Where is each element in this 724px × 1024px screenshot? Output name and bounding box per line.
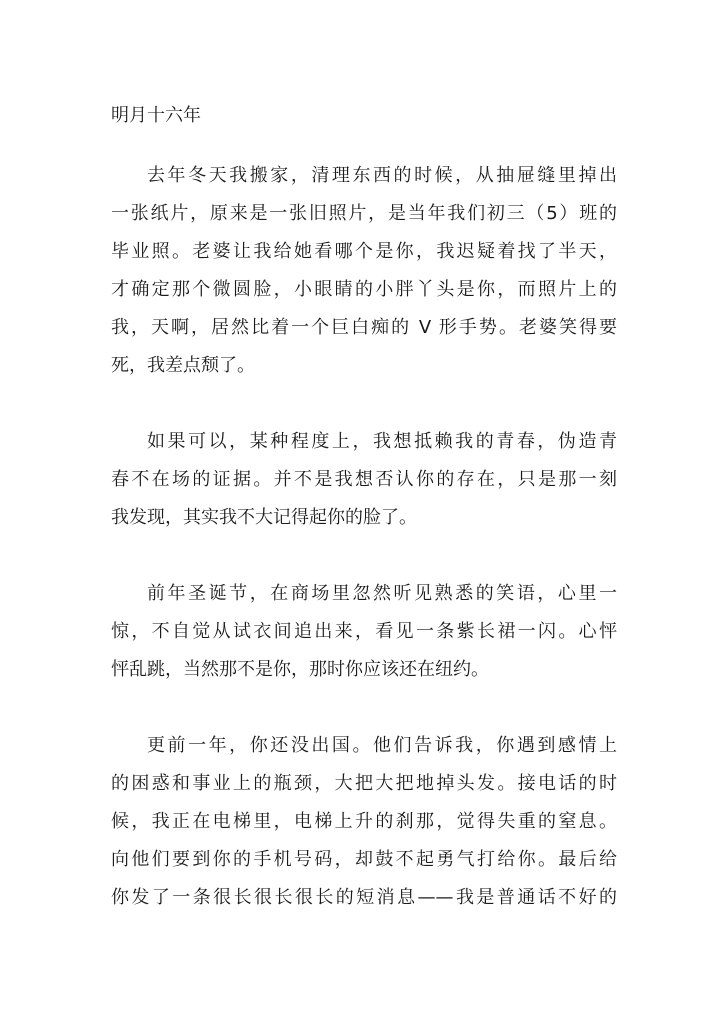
text-line: 去年冬天我搬家，清理东西的时候，从抽屉缝里掉出 <box>147 165 617 186</box>
document-title: 明月十六年 <box>111 105 201 126</box>
text-line: 一张纸片，原来是一张旧照片，是当年我们初三（5）班的 <box>111 203 617 224</box>
text-line: 向他们要到你的手机号码，却鼓不起勇气打给你。最后给 <box>111 849 617 870</box>
text-line: 毕业照。老婆让我给她看哪个是你，我迟疑着找了半天， <box>111 241 617 262</box>
paragraph <box>111 575 617 689</box>
text-line: 怦乱跳，当然那不是你，那时你应该还在纽约。 <box>111 659 489 680</box>
text-line: 才确定那个微圆脸，小眼睛的小胖丫头是你，而照片上的 <box>111 279 617 300</box>
text-line: 的困惑和事业上的瓶颈，大把大把地掉头发。接电话的时 <box>111 773 617 794</box>
text-line: 我，天啊，居然比着一个巨白痴的 V 形手势。老婆笑得要 <box>111 317 617 338</box>
paragraph <box>111 727 617 917</box>
text-line: 如果可以，某种程度上，我想抵赖我的青春，伪造青 <box>147 431 617 452</box>
paragraph <box>111 423 617 537</box>
text-line: 春不在场的证据。并不是我想否认你的存在，只是那一刻 <box>111 469 617 490</box>
text-line: 惊，不自觉从试衣间追出来，看见一条紫长裙一闪。心怦 <box>111 621 617 642</box>
text-line: 候，我正在电梯里，电梯上升的刹那，觉得失重的窒息。 <box>111 811 617 832</box>
text-line: 更前一年，你还没出国。他们告诉我，你遇到感情上 <box>147 735 617 756</box>
paragraph <box>111 157 617 385</box>
text-line: 你发了一条很长很长很长的短消息——我是普通话不好的 <box>111 887 617 908</box>
text-line: 前年圣诞节，在商场里忽然听见熟悉的笑语，心里一 <box>147 583 617 604</box>
text-line: 我发现，其实我不大记得起你的脸了。 <box>111 507 417 528</box>
text-line: 死，我差点颓了。 <box>111 355 255 376</box>
